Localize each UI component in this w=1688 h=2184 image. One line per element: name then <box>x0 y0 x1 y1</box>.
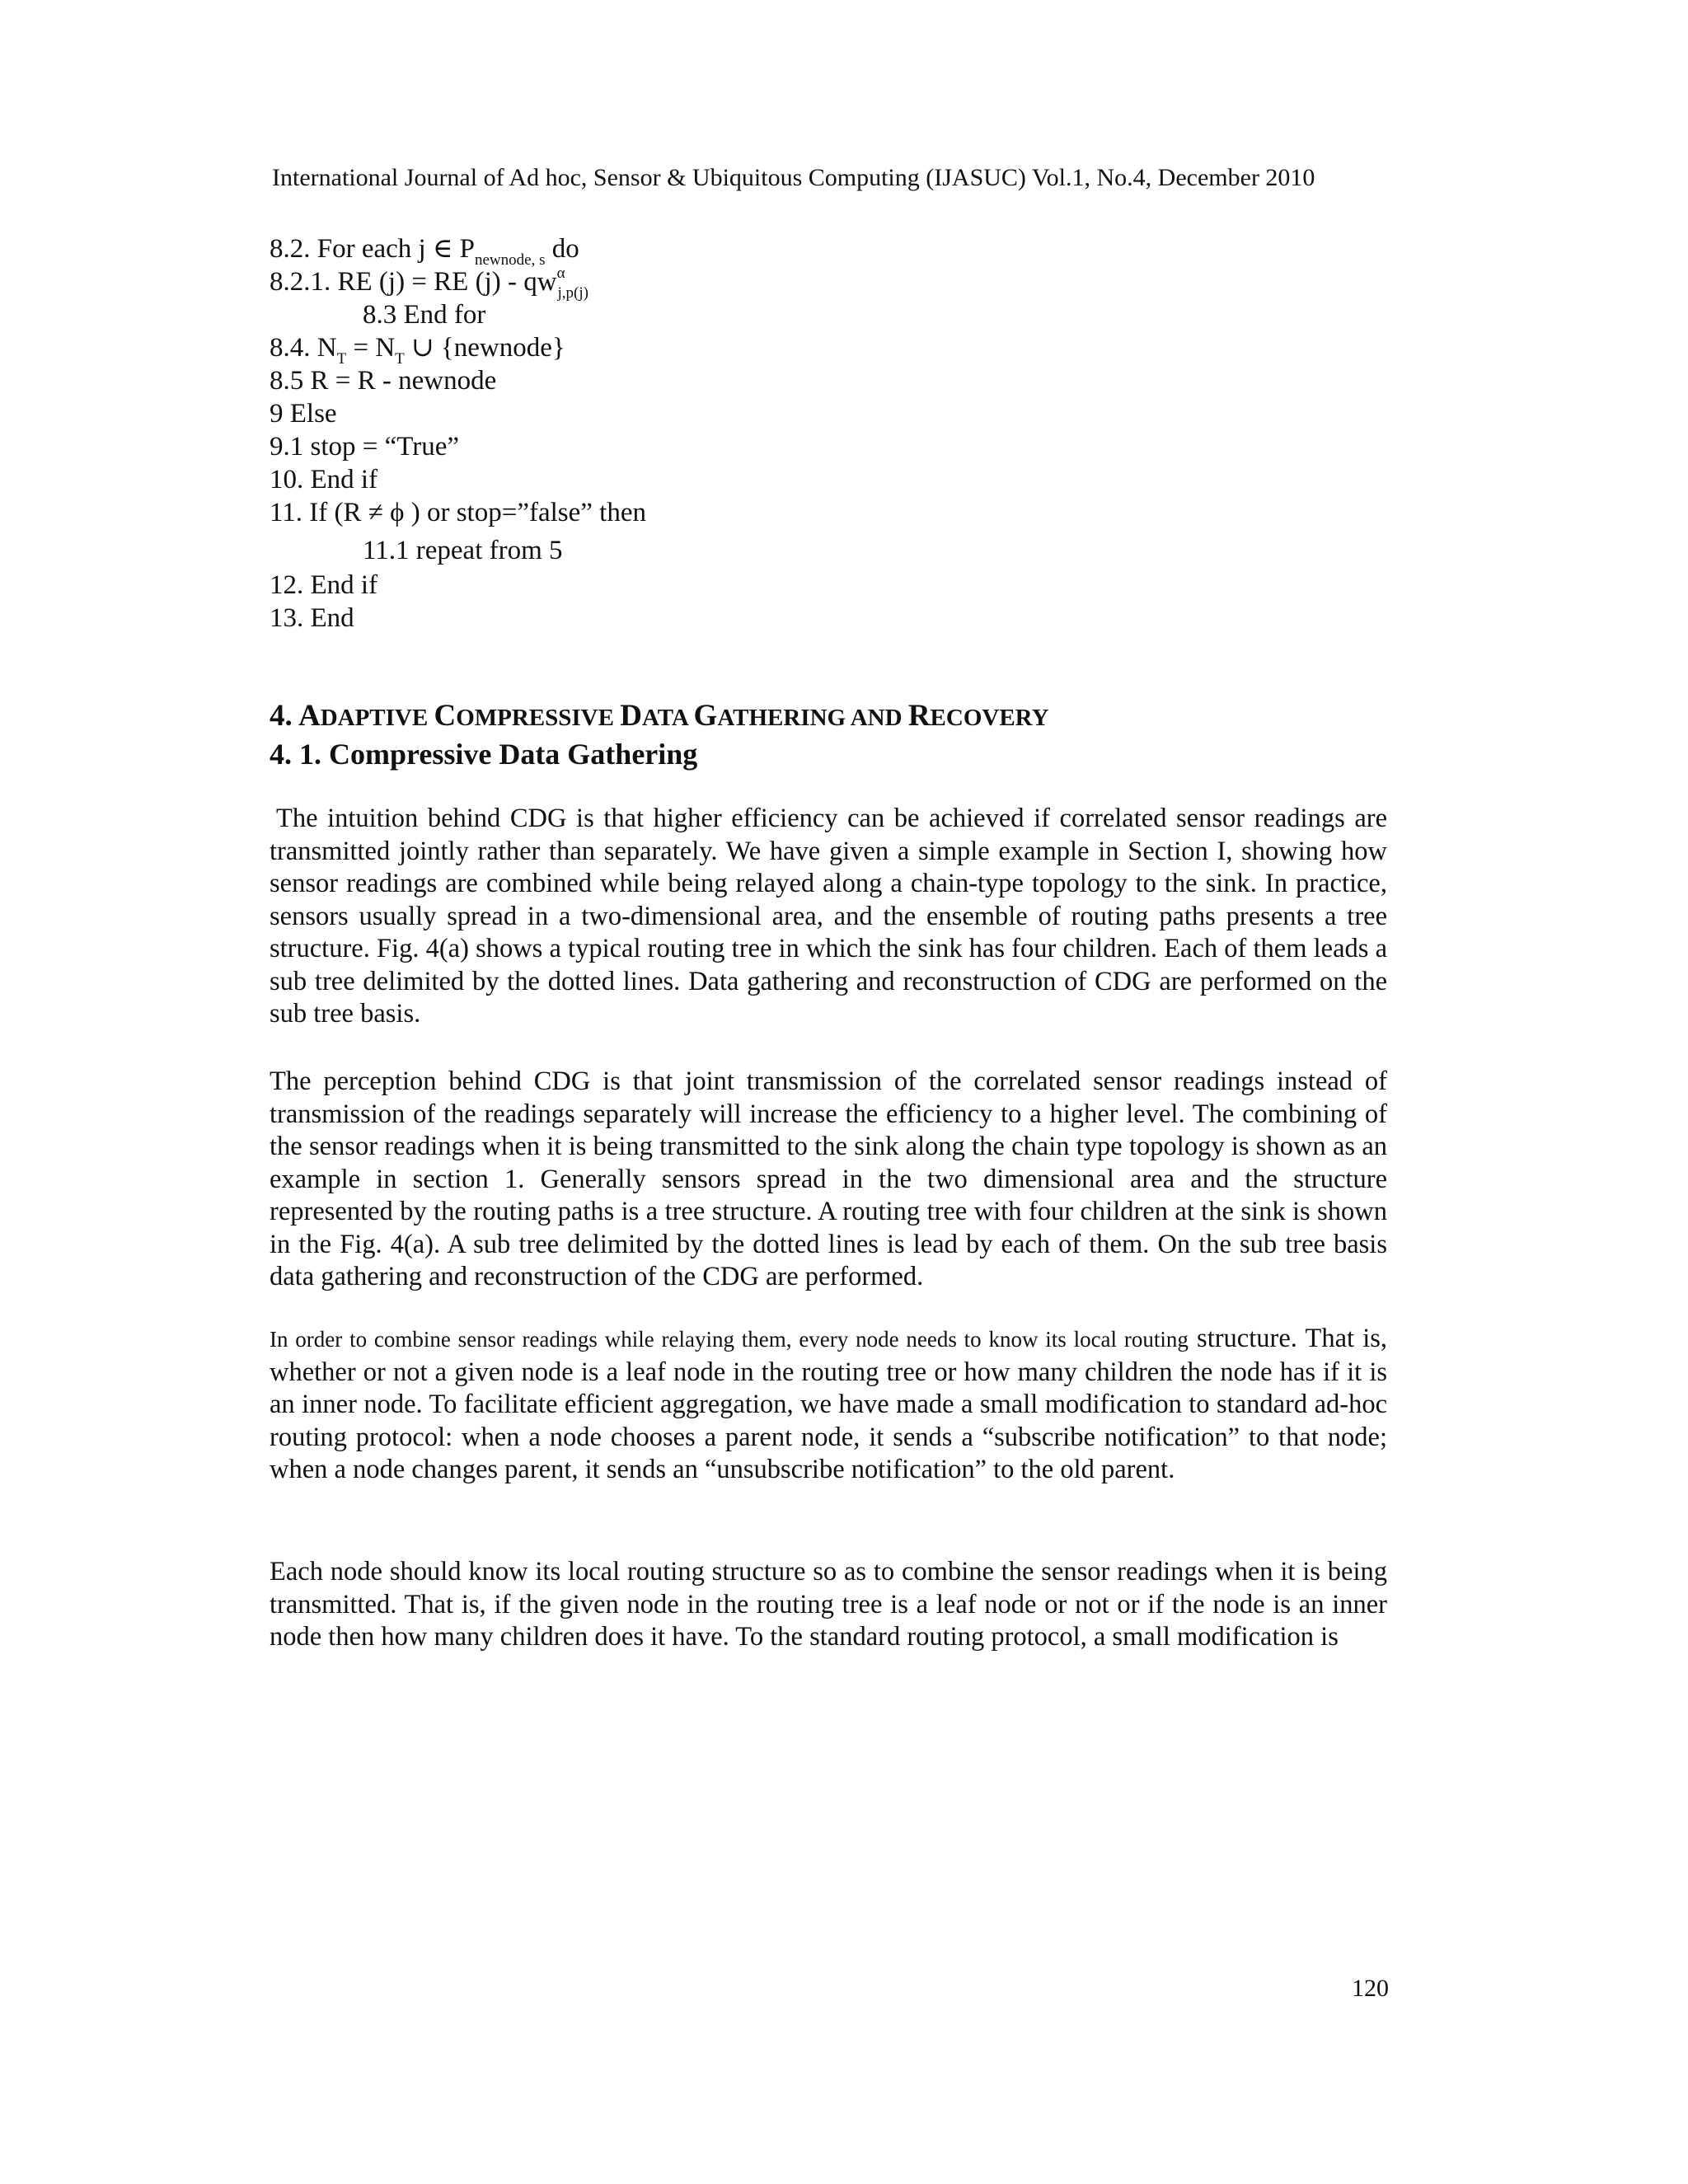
algorithm-line: 9 Else <box>270 399 337 429</box>
paragraph: In order to combine sensor readings while relaying them, every node needs to know its local routing structure. That is, whether or not a given node is a leaf node in the routing tree or how many children the node has if it is an inner node. To facilitate efficient aggregation, we have made a small modification to standard ad-hoc routing protocol: when a node chooses a parent node, it sends a “subscribe notification” to that node; when a node changes parent, it sends an “unsubscribe notification” to the old parent. <box>270 1324 1388 1484</box>
algorithm-line: 13. End <box>270 603 354 633</box>
algorithm-line: 8.5 R = R - newnode <box>270 366 497 396</box>
algorithm-line: 11.1 repeat from 5 <box>363 536 563 565</box>
running-header: International Journal of Ad hoc, Sensor & Ubiquitous Computing (IJASUC) Vol.1, No.4, December 2010 <box>272 164 1315 191</box>
paragraph: The perception behind CDG is that joint transmission of the correlated sensor readings instead of transmission of the readings separately will increase the efficiency to a higher level. The combining of the sensor readings when it is being transmitted to the sink along the chain type topology is shown as an example in section 1. Generally sensors spread in the two dimensional area and the structure represented by the routing paths is a tree structure. A routing tree with four children at the sink is shown in the Fig. 4(a). A sub tree delimited by the dotted lines is lead by each of them. On the sub tree basis data gathering and reconstruction of the CDG are performed. <box>270 1066 1387 1291</box>
algorithm-line: 8.4. $N_T = N_T$ ∪ {newnode} <box>270 333 565 368</box>
paragraph: Each node should know its local routing structure so as to combine the sensor readings when it is being transmitted. That is, if the given node in the routing tree is a leaf node or not or if the node is an inner node then how many children does it have. To the standard routing protocol, a small modification is <box>270 1557 1387 1652</box>
section-heading: 4. ADAPTIVE COMPRESSIVE DATA GATHERING AND RECOVERY <box>270 699 1049 733</box>
algorithm-line: 11. If (R ≠ ϕ ) or stop=”false” then <box>270 498 646 527</box>
algorithm-line: 12. End if <box>270 570 378 600</box>
subsection-heading: 4. 1. Compressive Data Gathering <box>270 738 698 771</box>
paragraph: The intuition behind CDG is that higher efficiency can be achieved if correlated sensor readings are transmitted jointly rather than separately. We have given a simple example in Section I, showing how sensor readings are combined while being relayed along a chain-type topology to the sink. In practice, sensors usually spread in a two-dimensional area, and the ensemble of routing paths presents a tree structure. Fig. 4(a) shows a typical routing tree in which the sink has four children. Each of them leads a sub tree delimited by the dotted lines. Data gathering and reconstruction of CDG are performed on the sub tree basis. <box>270 804 1387 1029</box>
algorithm-line: 8.3 End for <box>363 300 486 330</box>
page-number: 120 <box>1352 1975 1389 2002</box>
algorithm-line: 8.2.1. RE (j) = RE $(j) - qw^\alpha_{j,p(j)}$ <box>270 265 588 302</box>
algorithm-line: 9.1 stop = “True” <box>270 432 460 462</box>
algorithm-line: 8.2. For each j ∈ $P_{newnode, s}$ do <box>270 234 579 269</box>
algorithm-line: 10. End if <box>270 465 378 494</box>
